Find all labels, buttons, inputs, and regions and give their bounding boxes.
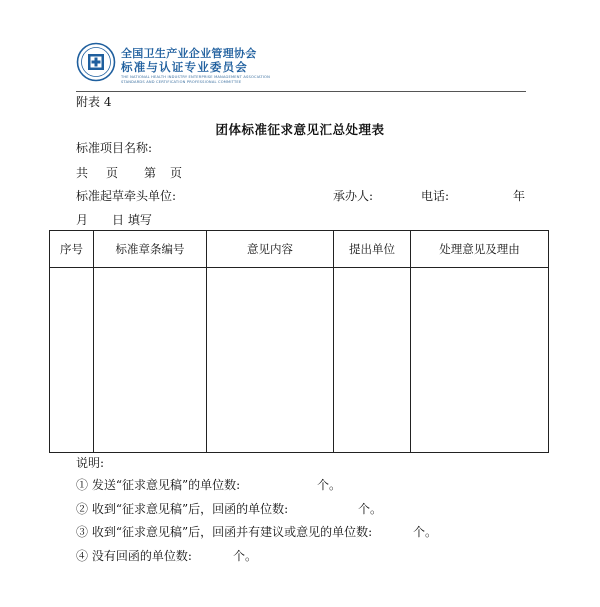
col-header-handling-reason: 处理意见及理由 [411,231,549,268]
handler-label: 承办人: [333,189,374,203]
note-item-3-unit: 个。 [413,525,438,539]
month-label: 月 [76,213,89,227]
org-name-cn-line2: 标准与认证专业委员会 [121,60,248,74]
year-label: 年 [513,189,526,203]
table-header-row [50,231,549,268]
note-item-3: ③ 收到“征求意见稿”后，回函并有建议或意见的单位数: [76,525,373,539]
page-number-prefix: 第 [144,166,157,180]
note-item-4-unit: 个。 [233,549,258,563]
total-pages-prefix: 共 [76,166,89,180]
col-header-submitting-unit: 提出单位 [334,231,411,268]
col-header-clause-number: 标准章条编号 [94,231,207,268]
note-item-2: ② 收到“征求意见稿”后，回函的单位数: [76,502,289,516]
appendix-label: 附表 4 [76,95,112,109]
col-header-opinion-content: 意见内容 [207,231,334,268]
notes-title: 说明: [76,456,105,470]
page-number-suffix: 页 [170,166,183,180]
drafting-unit-label: 标准起草牵头单位: [76,189,177,203]
page-title: 团体标准征求意见汇总处理表 [215,122,385,137]
note-item-4: ④ 没有回函的单位数: [76,549,192,563]
cell-serial[interactable] [50,268,94,453]
note-item-1-unit: 个。 [317,478,342,492]
total-pages-suffix: 页 [106,166,119,180]
project-name-label: 标准项目名称: [76,141,153,155]
header-divider [76,91,526,92]
col-header-serial: 序号 [50,231,94,268]
note-item-1: ① 发送“征求意见稿”的单位数: [76,478,241,492]
association-logo [76,42,336,90]
org-name-en-line2: STANDARDS AND CERTIFICATION PROFESSIONAL COMMITTEE [121,80,242,84]
cell-submitting-unit[interactable] [334,268,411,453]
cell-clause-number[interactable] [94,268,207,453]
cell-opinion-content[interactable] [207,268,334,453]
opinion-summary-table [49,230,549,453]
org-name-cn-line1: 全国卫生产业企业管理协会 [121,47,257,60]
note-item-2-unit: 个。 [358,502,383,516]
phone-label: 电话: [421,189,450,203]
org-name-en-line1: THE NATIONAL HEALTH INDUSTRY ENTERPRISE MANAGEMENT ASSOCIATION [121,75,270,79]
day-fill-label: 日 填写 [112,213,152,227]
association-emblem-icon [76,42,116,82]
cell-handling-reason[interactable] [411,268,549,453]
table-row [50,268,549,453]
